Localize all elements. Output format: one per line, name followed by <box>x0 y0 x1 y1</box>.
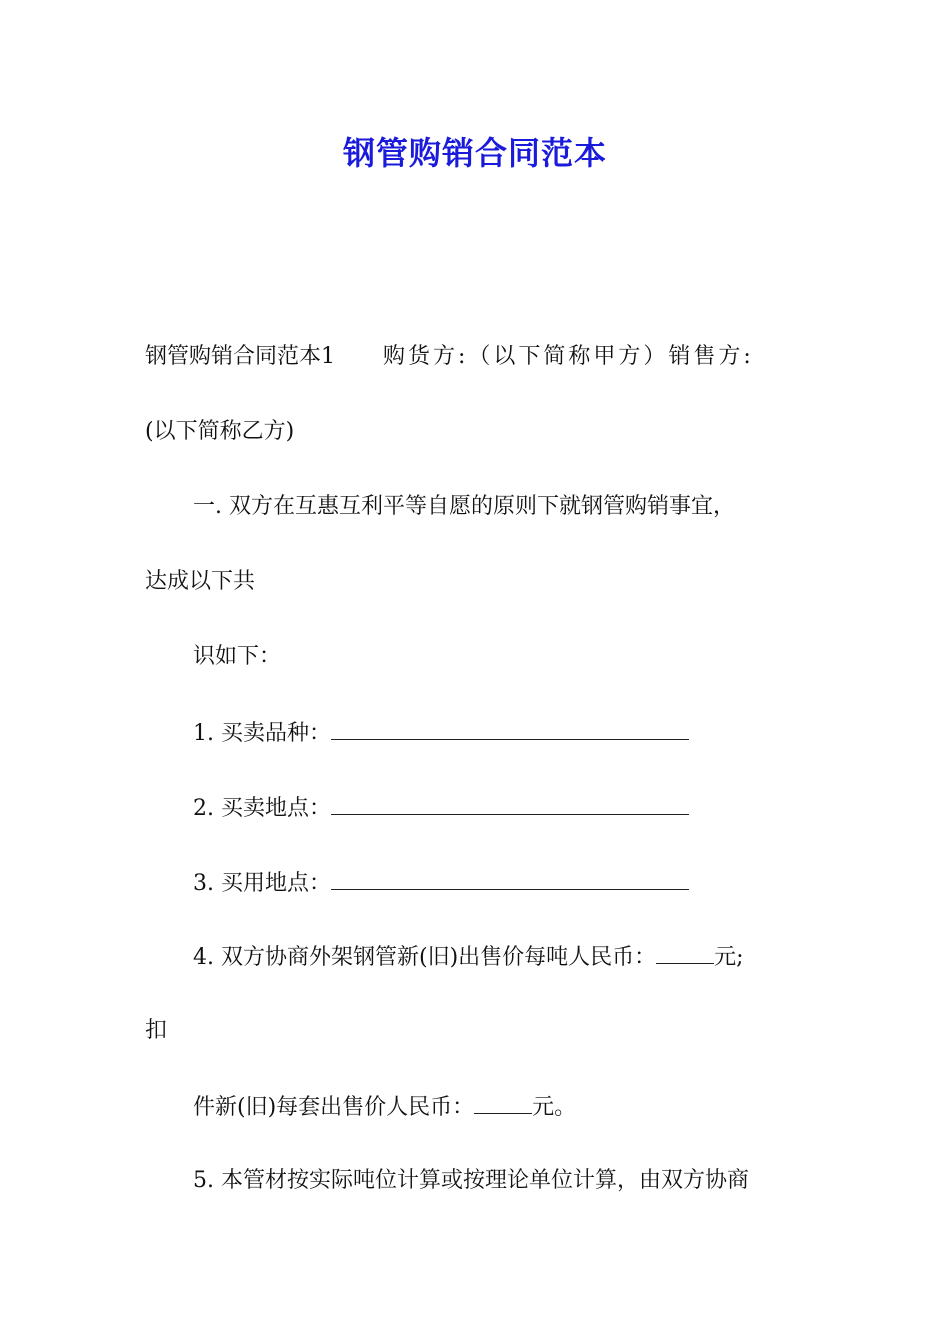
unit-text: 元。 <box>532 1095 577 1120</box>
clause-item <box>193 792 689 824</box>
clause-item: 5. 本管材按实际吨位计算或按理论单位计算，由双方协商 <box>193 1168 749 1193</box>
paragraph-line: 扣 <box>145 1018 168 1043</box>
unit-text: 元; <box>714 945 744 970</box>
fill-in-blank <box>331 717 689 740</box>
clause-label: 3. 买用地点： <box>193 871 331 896</box>
clause-item <box>193 941 744 973</box>
clause-label: 1. 买卖品种： <box>193 721 331 746</box>
paragraph-line: (以下简称乙方) <box>145 419 295 444</box>
contract-heading-text: 钢管购销合同范本1 <box>145 344 335 369</box>
parties-text: 购货方:（以下简称甲方）销售方: <box>383 344 754 369</box>
paragraph-line: 识如下： <box>193 644 282 669</box>
paragraph-line <box>145 342 754 372</box>
clause-label: 件新(旧)每套出售价人民币： <box>193 1095 475 1120</box>
fill-in-blank <box>331 792 689 815</box>
paragraph-line: 达成以下共 <box>145 569 256 594</box>
paragraph-line: 一. 双方在互惠互利平等自愿的原则下就钢管购销事宜， <box>193 494 735 519</box>
fill-in-blank <box>656 941 714 964</box>
clause-item <box>193 867 689 899</box>
clause-label: 4. 双方协商外架钢管新(旧)出售价每吨人民币： <box>193 945 657 970</box>
document-title: 钢管购销合同范本 <box>342 134 607 172</box>
clause-label: 2. 买卖地点： <box>193 796 331 821</box>
fill-in-blank <box>474 1091 532 1114</box>
paragraph-line <box>193 1091 576 1123</box>
clause-item <box>193 717 689 749</box>
fill-in-blank <box>331 867 689 890</box>
